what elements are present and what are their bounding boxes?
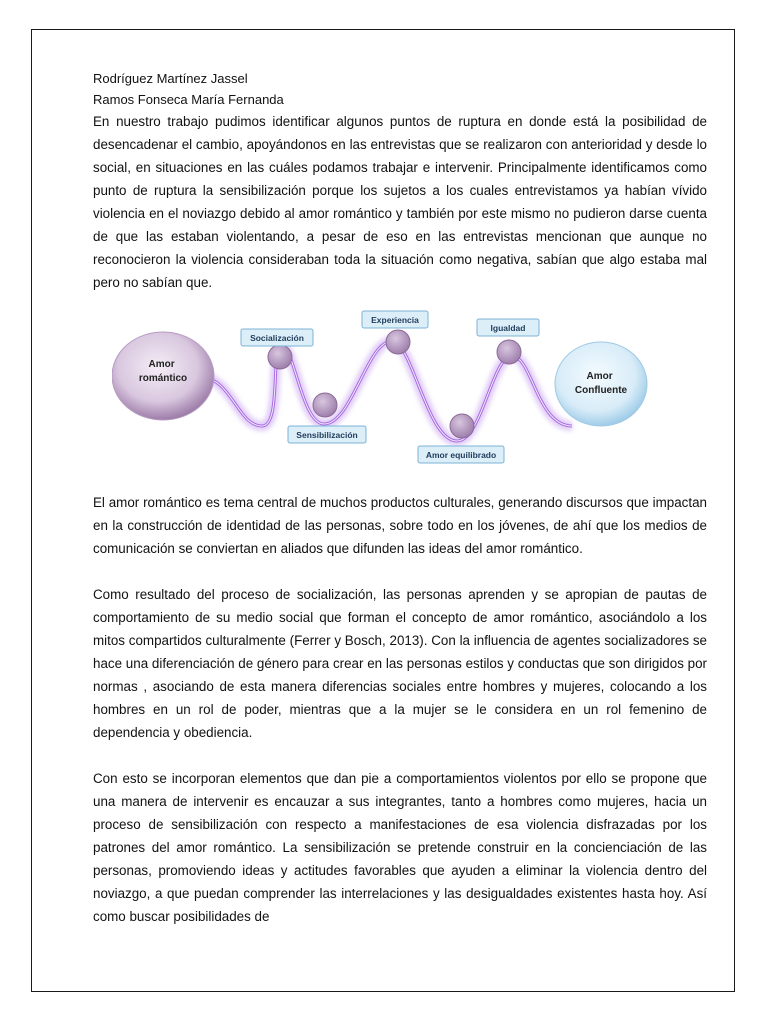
author-name: Rodríguez Martínez Jassel [93,71,248,86]
node-socializacion [268,345,292,369]
paragraph: Con esto se incorporan elementos que dan pie a comportamientos violentos por ello se propone que una manera de intervenir es encauzar a sus integrantes, tanto a hombres como mujeres, hacia un proceso de sensibilización con respecto a manifestaciones de esa violencia disfrazadas por los patrones del amor romántico. La sensibilización se pretende construir en la concienciación de las personas, promoviendo ideas y actitudes favorables que ayuden a eliminar la violencia dentro del noviazgo, a que puedan comprender las interrelaciones y las desigualdades existentes hasta hoy. Así como buscar posibilidades de [93,771,707,924]
svg-text:Amor equilibrado: Amor equilibrado [425,450,497,460]
amor-confluente-circle [555,342,647,426]
paragraph: Como resultado del proceso de socialización, las personas aprenden y se apropian de pautas de comportamiento de su medio social que forman el concepto de amor romántico, asociándolo a los mitos compartidos culturalmente (Ferrer y Bosch, 2013). Con la influencia de agentes socializadores se hace una diferenciación de género para crear en las personas estilos y conductas que son dirigidos por normas , asociando de esta manera diferencias sociales entre hombres y mujeres, colocando a los hombres en un rol de poder, mientras que a la mujer se le considera en un rol femenino de dependencia y obediencia. [93,587,707,740]
svg-text:Socialización: Socialización [250,333,304,343]
node-igualdad [497,340,521,364]
node-amor-equilibrado [450,414,474,438]
svg-text:Igualdad: Igualdad [490,323,526,333]
svg-text:Sensibilización: Sensibilización [296,430,358,440]
paragraph: El amor romántico es tema central de muchos productos culturales, generando discursos que impactan en la construcción de identidad de las personas, sobre todo en los jóvenes, de ahí que los medios de comunicación se conviertan en aliados que difunden las ideas del amor romántico. [93,495,707,556]
paragraph-spacer [93,744,707,767]
node-experiencia [386,330,410,354]
stage-label-experiencia [362,311,428,328]
paragraph-spacer [93,560,707,583]
page-frame [31,29,735,992]
paragraph: En nuestro trabajo pudimos identificar algunos puntos de ruptura en donde está la posibilidad de desencadenar el cambio, apoyándonos en las entrevistas que se realizaron con anterioridad y desde lo social, en situaciones en las cuáles podamos trabajar e intervenir. Principalmente identificamos como punto de ruptura la sensibilización porque los sujetos a los cuales entrevistamos ya habían vívido violencia en el noviazgo debido al amor romántico y también por este mismo no pudieron darse cuenta de que las estaban violentando, a pesar de eso en las entrevistas mencionan que aunque no reconocieron la violencia consideraban toda la situación como negativa, sabían que algo estaba mal pero no sabían que. [93,114,707,290]
stage-label-amor-equilibrado [418,446,504,463]
amor-confluente-label: Amor Confluente [574,371,628,396]
document-body [93,68,707,928]
author-name: Ramos Fonseca María Fernanda [93,92,284,107]
love-process-diagram [112,301,672,486]
stage-label-sensibilizacion [288,426,366,443]
stage-label-socializacion [241,329,313,346]
stage-label-igualdad [477,319,539,336]
svg-text:Experiencia: Experiencia [371,315,419,325]
amor-romantico-label: Amor romántico [138,359,188,384]
node-sensibilizacion [313,393,337,417]
